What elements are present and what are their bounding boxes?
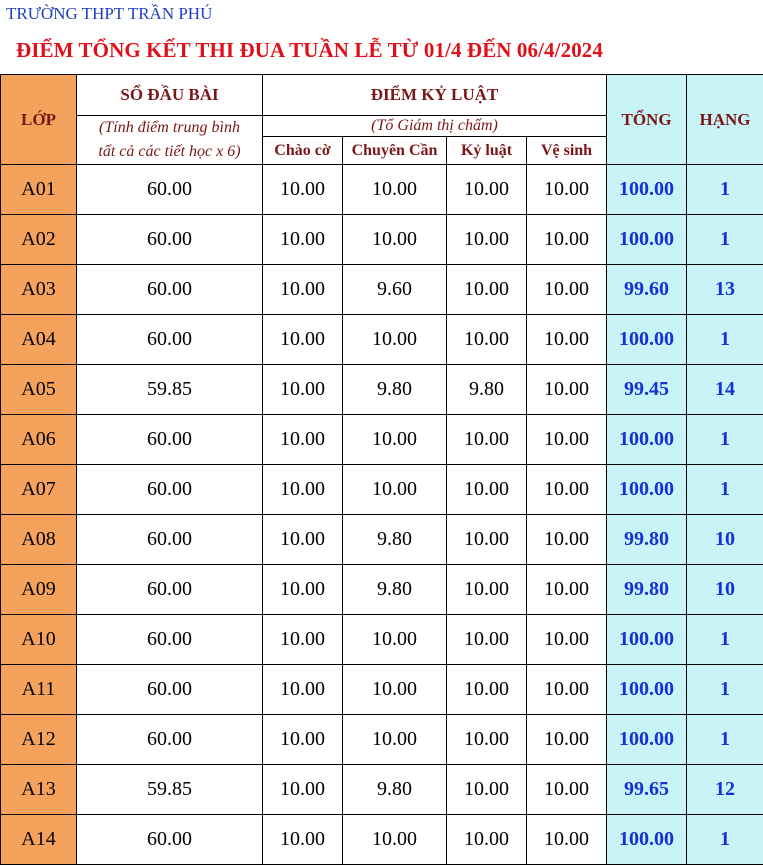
cell-ky-luat: 10.00 <box>447 165 527 215</box>
cell-hang: 12 <box>687 765 763 815</box>
cell-chuyen-can: 10.00 <box>343 665 447 715</box>
cell-ve-sinh: 10.00 <box>527 315 607 365</box>
cell-hang: 10 <box>687 515 763 565</box>
cell-hang: 1 <box>687 665 763 715</box>
cell-chuyen-can: 9.80 <box>343 365 447 415</box>
cell-lop: A02 <box>1 215 77 265</box>
cell-chao-co: 10.00 <box>263 315 343 365</box>
cell-lop: A01 <box>1 165 77 215</box>
cell-ky-luat: 10.00 <box>447 265 527 315</box>
cell-so-dau-bai: 60.00 <box>77 665 263 715</box>
header-ky-luat: Kỷ luật <box>447 137 527 165</box>
cell-so-dau-bai: 59.85 <box>77 765 263 815</box>
cell-ky-luat: 10.00 <box>447 615 527 665</box>
cell-ve-sinh: 10.00 <box>527 665 607 715</box>
cell-hang: 1 <box>687 315 763 365</box>
cell-hang: 14 <box>687 365 763 415</box>
table-row <box>1 715 763 765</box>
score-table <box>0 74 763 865</box>
cell-chuyen-can: 10.00 <box>343 165 447 215</box>
cell-chuyen-can: 10.00 <box>343 315 447 365</box>
cell-ky-luat: 10.00 <box>447 515 527 565</box>
cell-tong: 100.00 <box>607 815 687 865</box>
cell-lop: A08 <box>1 515 77 565</box>
table-row <box>1 315 763 365</box>
cell-lop: A14 <box>1 815 77 865</box>
cell-ve-sinh: 10.00 <box>527 265 607 315</box>
cell-lop: A10 <box>1 615 77 665</box>
cell-chuyen-can: 9.80 <box>343 765 447 815</box>
cell-ve-sinh: 10.00 <box>527 615 607 665</box>
table-row <box>1 415 763 465</box>
cell-ky-luat: 10.00 <box>447 215 527 265</box>
table-row <box>1 265 763 315</box>
cell-chao-co: 10.00 <box>263 415 343 465</box>
cell-ve-sinh: 10.00 <box>527 715 607 765</box>
cell-ve-sinh: 10.00 <box>527 515 607 565</box>
cell-tong: 99.60 <box>607 265 687 315</box>
cell-chuyen-can: 10.00 <box>343 815 447 865</box>
cell-ky-luat: 10.00 <box>447 315 527 365</box>
cell-ve-sinh: 10.00 <box>527 565 607 615</box>
header-chao-co: Chào cờ <box>263 137 343 165</box>
cell-lop: A09 <box>1 565 77 615</box>
cell-so-dau-bai: 60.00 <box>77 215 263 265</box>
cell-tong: 100.00 <box>607 165 687 215</box>
header-tong: TỔNG <box>607 75 687 165</box>
table-body <box>1 165 763 865</box>
cell-tong: 100.00 <box>607 715 687 765</box>
cell-lop: A06 <box>1 415 77 465</box>
cell-lop: A03 <box>1 265 77 315</box>
cell-ky-luat: 10.00 <box>447 665 527 715</box>
table-row <box>1 515 763 565</box>
cell-so-dau-bai: 59.85 <box>77 365 263 415</box>
cell-ky-luat: 9.80 <box>447 365 527 415</box>
cell-hang: 1 <box>687 465 763 515</box>
header-ve-sinh: Vệ sinh <box>527 137 607 165</box>
cell-so-dau-bai: 60.00 <box>77 465 263 515</box>
cell-lop: A07 <box>1 465 77 515</box>
cell-ky-luat: 10.00 <box>447 565 527 615</box>
cell-so-dau-bai: 60.00 <box>77 815 263 865</box>
cell-tong: 100.00 <box>607 315 687 365</box>
page-title: ĐIỂM TỔNG KẾT THI ĐUA TUẦN LỄ TỪ 01/4 ĐẾN 06/4/2024 <box>16 38 603 62</box>
cell-hang: 1 <box>687 165 763 215</box>
cell-tong: 100.00 <box>607 415 687 465</box>
cell-ky-luat: 10.00 <box>447 815 527 865</box>
cell-ky-luat: 10.00 <box>447 715 527 765</box>
cell-chao-co: 10.00 <box>263 265 343 315</box>
cell-chao-co: 10.00 <box>263 615 343 665</box>
cell-tong: 100.00 <box>607 615 687 665</box>
table-row <box>1 165 763 215</box>
cell-chao-co: 10.00 <box>263 765 343 815</box>
so-dau-bai-note-line-2: tất cả các tiết học x 6) <box>98 143 241 160</box>
table-row <box>1 215 763 265</box>
cell-so-dau-bai: 60.00 <box>77 565 263 615</box>
cell-so-dau-bai: 60.00 <box>77 415 263 465</box>
cell-hang: 1 <box>687 815 763 865</box>
cell-so-dau-bai: 60.00 <box>77 315 263 365</box>
header-hang: HẠNG <box>687 75 763 165</box>
table-row <box>1 565 763 615</box>
cell-chao-co: 10.00 <box>263 215 343 265</box>
cell-lop: A12 <box>1 715 77 765</box>
cell-hang: 13 <box>687 265 763 315</box>
cell-tong: 99.45 <box>607 365 687 415</box>
header-chuyen-can: Chuyên Cần <box>343 137 447 165</box>
table-row <box>1 465 763 515</box>
cell-hang: 10 <box>687 565 763 615</box>
cell-so-dau-bai: 60.00 <box>77 715 263 765</box>
cell-lop: A04 <box>1 315 77 365</box>
cell-ve-sinh: 10.00 <box>527 815 607 865</box>
table-row <box>1 815 763 865</box>
cell-so-dau-bai: 60.00 <box>77 265 263 315</box>
table-row <box>1 765 763 815</box>
cell-hang: 1 <box>687 715 763 765</box>
cell-ky-luat: 10.00 <box>447 415 527 465</box>
cell-lop: A05 <box>1 365 77 415</box>
cell-tong: 100.00 <box>607 665 687 715</box>
cell-chao-co: 10.00 <box>263 665 343 715</box>
cell-chao-co: 10.00 <box>263 515 343 565</box>
cell-chao-co: 10.00 <box>263 565 343 615</box>
header-diem-ky-luat-note: (Tổ Giám thị chấm) <box>263 116 607 137</box>
cell-chuyen-can: 9.60 <box>343 265 447 315</box>
cell-so-dau-bai: 60.00 <box>77 515 263 565</box>
cell-so-dau-bai: 60.00 <box>77 165 263 215</box>
header-so-dau-bai-note <box>77 116 263 165</box>
school-name: TRƯỜNG THPT TRẦN PHÚ <box>6 4 213 23</box>
cell-chuyen-can: 10.00 <box>343 715 447 765</box>
cell-chuyen-can: 10.00 <box>343 615 447 665</box>
cell-chao-co: 10.00 <box>263 815 343 865</box>
cell-chuyen-can: 10.00 <box>343 465 447 515</box>
cell-ve-sinh: 10.00 <box>527 765 607 815</box>
cell-tong: 99.65 <box>607 765 687 815</box>
header-lop: LỚP <box>1 75 77 165</box>
cell-tong: 100.00 <box>607 465 687 515</box>
so-dau-bai-note-line-1: (Tính điểm trung bình <box>99 119 240 136</box>
cell-tong: 99.80 <box>607 565 687 615</box>
table-row <box>1 615 763 665</box>
cell-hang: 1 <box>687 215 763 265</box>
cell-ve-sinh: 10.00 <box>527 365 607 415</box>
cell-lop: A13 <box>1 765 77 815</box>
cell-tong: 100.00 <box>607 215 687 265</box>
cell-chuyen-can: 9.80 <box>343 565 447 615</box>
cell-chao-co: 10.00 <box>263 715 343 765</box>
table-row <box>1 665 763 715</box>
cell-ve-sinh: 10.00 <box>527 215 607 265</box>
cell-chao-co: 10.00 <box>263 165 343 215</box>
cell-hang: 1 <box>687 615 763 665</box>
header-so-dau-bai: SỔ ĐẦU BÀI <box>77 75 263 116</box>
cell-ky-luat: 10.00 <box>447 465 527 515</box>
cell-chao-co: 10.00 <box>263 365 343 415</box>
cell-lop: A11 <box>1 665 77 715</box>
table-row <box>1 365 763 415</box>
cell-ve-sinh: 10.00 <box>527 165 607 215</box>
cell-chuyen-can: 10.00 <box>343 415 447 465</box>
cell-chuyen-can: 10.00 <box>343 215 447 265</box>
cell-ky-luat: 10.00 <box>447 765 527 815</box>
cell-chao-co: 10.00 <box>263 465 343 515</box>
cell-ve-sinh: 10.00 <box>527 465 607 515</box>
cell-ve-sinh: 10.00 <box>527 415 607 465</box>
cell-tong: 99.80 <box>607 515 687 565</box>
cell-chuyen-can: 9.80 <box>343 515 447 565</box>
cell-so-dau-bai: 60.00 <box>77 615 263 665</box>
cell-hang: 1 <box>687 415 763 465</box>
header-diem-ky-luat: ĐIỂM KỶ LUẬT <box>263 75 607 116</box>
